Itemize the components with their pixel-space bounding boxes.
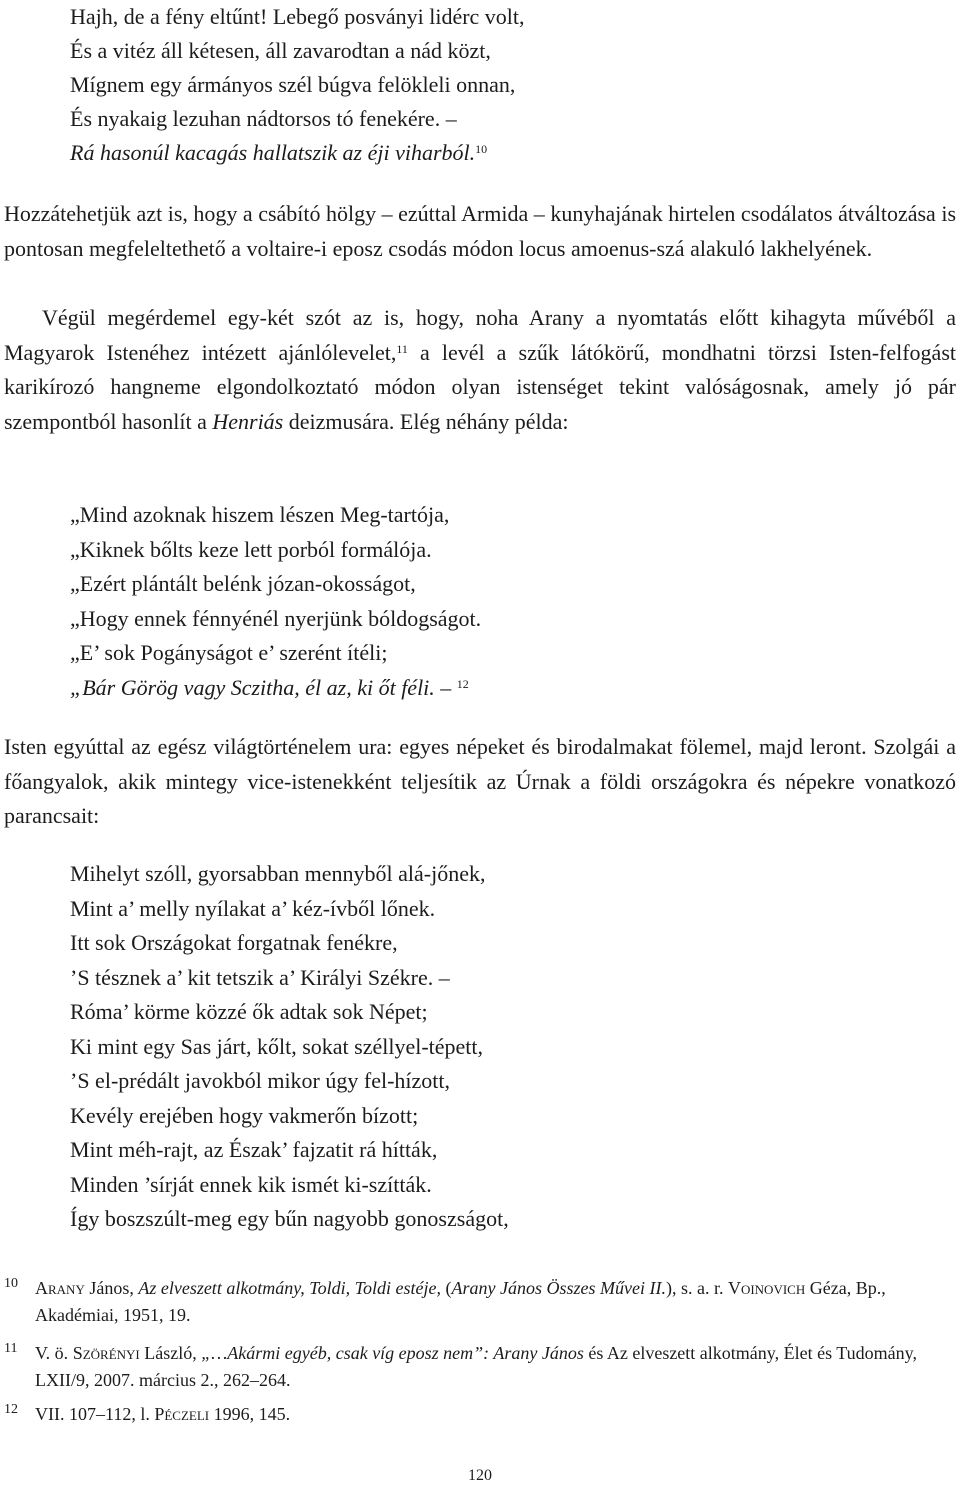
verse-line: Mint a’ melly nyílakat a’ kéz-ívből lőnek. (70, 895, 436, 921)
verse-line: „Kiknek bőlts keze lett porból formálója. (70, 536, 432, 562)
poem-line-text: Rá hasonúl kacagás hallatszik az éji viharból. (70, 140, 476, 165)
page-number: 120 (468, 1467, 492, 1484)
verse-quote (70, 857, 509, 1237)
verse-line: „Mind azoknak hiszem lészen Meg-tartója, (70, 502, 450, 527)
poem-line: Mígnem egy ármányos szél búgva felökleli onnan, (70, 72, 516, 97)
verse-line: Ki mint egy Sas járt, kőlt, sokat széllyel-tépett, (70, 1033, 484, 1059)
paragraph-text: deizmusára. Elég néhány példa: (283, 408, 569, 434)
verse-line: „Ezért plántált belénk józan-okosságot, (70, 571, 416, 596)
footnote-text (35, 1340, 955, 1394)
author-name: Péczeli (154, 1404, 210, 1424)
footnote-10 (0, 1275, 960, 1329)
verse-line: ’S el-prédált javokból mikor úgy fel-hízott, (70, 1068, 451, 1093)
paragraph: Isten egyúttal az egész világtörténelem ura: egyes népeket és birodalmakat fölemel, majd leront. Szolgái a főangyalok, akik mintegy vice-istenekként teljesítik az Úrnak a földi országokra és népekre vonatkozó parancsait: (4, 734, 956, 828)
footnote-number: 11 (4, 1341, 18, 1356)
editor-name: Voinovich (727, 1278, 806, 1298)
footnote-ref-12[interactable]: 12 (456, 676, 469, 691)
work-title: „…Akármi egyéb, csak víg eposz nem”: Arany János (201, 1343, 584, 1363)
footnote-fragment: és Az elveszett alkotmány, Élet és Tudomány, LXII/9, 2007. március 2., 262–264. (35, 1343, 917, 1390)
footnote-number: 12 (4, 1402, 18, 1417)
footnote-fragment: Géza, Bp., Akadémiai, 1951, 19. (35, 1278, 886, 1325)
poem-line-italic (70, 140, 487, 166)
verse-line: Itt sok Országokat forgatnak fenékre, (70, 930, 398, 955)
author-name: Szörényi (72, 1343, 140, 1363)
poem-line: És nyakaig lezuhan nádtorsos tó fenekére. – (70, 106, 457, 131)
verse-line: Mint méh-rajt, az Észak’ fajzatit rá hítták, (70, 1137, 438, 1162)
paragraph-text: a levél a szűk látókörű, mondhatni törzsi Isten-felfogást karikírozó hangneme elgondolkoztató módon olyan istenséget tekint valóságosnak, amely jó pár szempontból hasonlít a (4, 339, 956, 434)
verse-line: Mihelyt szóll, gyorsabban mennyből alá-jőnek, (70, 861, 486, 886)
verse-line-text: „Bár Görög vagy Sczitha, él az, ki őt féli. – (70, 674, 452, 700)
paragraph (4, 301, 956, 439)
footnote-fragment: János, (84, 1278, 139, 1298)
author-name: Arany (35, 1278, 85, 1298)
footnote-ref-11[interactable]: 11 (396, 341, 408, 356)
footnote-ref-10[interactable]: 10 (475, 142, 488, 156)
verse-line: Így boszszúlt-meg egy bűn nagyobb gonoszságot, (70, 1206, 509, 1231)
footnote-fragment: 1996, 145. (209, 1404, 291, 1424)
footnote-fragment: László, (139, 1343, 202, 1363)
paragraph: Hozzátehetjük azt is, hogy a csábító hölgy – ezúttal Armida – kunyhajának hirtelen csodálatos átváltozása is pontosan megfeleltethető a voltaire-i eposz csodás módon locus amoenus-szá alakuló lakhelyének. (4, 201, 956, 261)
poem-line: És a vitéz áll kétesen, áll zavarodtan a nád közt, (70, 38, 491, 63)
footnote-fragment: ( (441, 1278, 452, 1298)
footnote-11 (0, 1340, 960, 1394)
paragraph-text: Végül megérdemel egy-két szót az is, hogy, noha Arany a nyomtatás előtt kihagyta művéből a Magyarok Istenéhez intézett ajánlólevelet, (4, 305, 956, 365)
footnote-text (35, 1401, 955, 1428)
verse-line: ’S tésznek a’ kit tetszik a’ Királyi Székre. – (70, 964, 450, 990)
verse-line: „Hogy ennek fénnyénél nyerjünk bóldogságot. (70, 605, 482, 631)
footnote-fragment: V. ö. (35, 1343, 73, 1363)
verse-line: Kevély erejében hogy vakmerőn bízott; (70, 1102, 419, 1128)
work-title: Az elveszett alkotmány, Toldi, Toldi estéje, (138, 1278, 441, 1298)
verse-quote (70, 498, 481, 705)
footnote-number: 10 (4, 1276, 18, 1291)
footnote-text (35, 1275, 955, 1329)
verse-line: Róma’ körme közzé ők adtak sok Népet; (70, 999, 428, 1024)
footnote-12 (0, 1401, 960, 1428)
verse-line-italic (70, 671, 481, 706)
verse-line: „E’ sok Pogányságot e’ szerént ítéli; (70, 640, 388, 665)
footnote-fragment: VII. 107–112, l. (35, 1404, 155, 1424)
work-title: Henriás (212, 408, 284, 434)
verse-line: Minden ’sírját ennek kik ismét ki-szítták. (70, 1171, 432, 1197)
poem-line: Hajh, de a fény eltűnt! Lebegő posványi lidérc volt, (70, 4, 525, 29)
footnote-fragment: ), s. a. r. (665, 1278, 728, 1298)
series-title: Arany János Összes Művei II. (451, 1278, 666, 1298)
